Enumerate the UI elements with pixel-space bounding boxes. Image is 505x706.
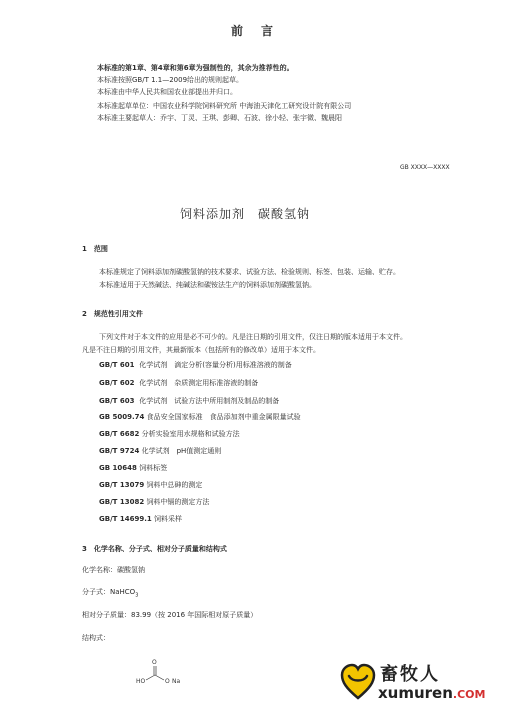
bond-line [146, 675, 155, 680]
ref-code: GB/T 9724 [99, 447, 140, 455]
chemical-name: 化学名称：碳酸氢钠 [82, 566, 145, 574]
ref-item [99, 413, 301, 422]
ref-item [99, 447, 221, 456]
preface-title: 前 言 [231, 24, 277, 38]
ref-title: 化学试剂 滴定分析(容量分析)用标准溶液的制备 [139, 361, 292, 369]
ref-item [99, 464, 167, 473]
formula-subscript: 3 [135, 592, 139, 599]
watermark-logo [340, 660, 500, 706]
ref-title: 化学试剂 杂质测定用标准溶液的制备 [139, 379, 259, 387]
ref-code: GB/T 601 [99, 361, 135, 369]
section-2-intro-2: 凡是不注日期的引用文件，其最新版本（包括所有的修改单）适用于本文件。 [82, 346, 320, 354]
ref-code: GB/T 13079 [99, 481, 145, 489]
section-1-line-1: 本标准规定了饲料添加剂碳酸氢钠的技术要求、试验方法、检验规则、标签、包装、运输、贮存。 [99, 268, 400, 276]
molecular-formula [82, 588, 138, 600]
ref-item [99, 361, 292, 370]
logo-english-text [378, 684, 485, 702]
ref-item [99, 430, 240, 439]
structure-hydroxyl: HO [136, 678, 146, 685]
formula-label: 分子式： [82, 588, 110, 596]
ref-title: 食品安全国家标准 食品添加剂中重金属限量试验 [146, 413, 301, 421]
ref-item [99, 397, 279, 406]
ref-code: GB/T 6682 [99, 430, 140, 438]
structural-formula-diagram [128, 655, 198, 695]
structure-oxygen-top: O [152, 659, 157, 666]
logo-domain: xumuren [378, 684, 453, 702]
preface-line-1: 本标准的第1章、第4章和第6章为强制性的，其余为推荐性的。 [97, 64, 294, 72]
ref-title: 饲料标签 [139, 464, 168, 472]
section-1-heading: 1 范围 [82, 245, 108, 253]
ref-code: GB/T 602 [99, 379, 135, 387]
ref-title: 饲料中总砷的测定 [146, 481, 203, 489]
preface-line-2: 本标准按照GB/T 1.1—2009给出的规则起草。 [97, 76, 244, 84]
logo-chinese-text: 畜牧人 [380, 664, 440, 685]
preface-line-4: 本标准起草单位：中国农业科学院饲料研究所 中海油天津化工研究设计院有限公司 [97, 102, 352, 110]
ref-item [99, 481, 202, 490]
ref-code: GB/T 13082 [99, 498, 145, 506]
ref-title: 化学试剂 试验方法中所用制剂及制品的制备 [139, 397, 280, 405]
ref-title: 饲料中镉的测定方法 [146, 498, 210, 506]
document-title: 饲料添加剂 碳酸氢钠 [180, 207, 311, 221]
logo-heart-icon [340, 662, 376, 702]
ref-code: GB 10648 [99, 464, 137, 472]
ref-item [99, 498, 209, 507]
ref-item [99, 379, 258, 388]
section-2-intro-1: 下列文件对于本文件的应用是必不可少的。凡是注日期的引用文件，仅注日期的版本适用于本文件。 [99, 333, 407, 341]
structure-label: 结构式： [82, 634, 110, 642]
preface-line-3: 本标准由中华人民共和国农业部提出并归口。 [97, 88, 237, 96]
logo-tld: .COM [452, 688, 486, 701]
ref-title: 化学试剂 pH值测定通则 [141, 447, 222, 455]
structure-oxygen-right: O [165, 678, 170, 685]
molecular-mass: 相对分子质量：83.99（按 2016 年国际相对原子质量） [82, 611, 258, 619]
section-1-line-2: 本标准适用于天然碱法、纯碱法和碳铵法生产的饲料添加剂碳酸氢钠。 [99, 281, 316, 289]
ref-code: GB/T 14699.1 [99, 515, 152, 523]
bond-line [155, 675, 164, 680]
ref-code: GB/T 603 [99, 397, 135, 405]
ref-code: GB 5009.74 [99, 413, 145, 421]
section-3-heading: 3 化学名称、分子式、相对分子质量和结构式 [82, 545, 227, 553]
formula-value: NaHCO [110, 588, 136, 596]
preface-line-5: 本标准主要起草人：乔宇、丁灵、王琪、彭卿、石波、徐小轻、张宇微、魏晨阳 [97, 114, 342, 122]
ref-title: 饲料采样 [153, 515, 182, 523]
ref-title: 分析实验室用水规格和试验方法 [141, 430, 240, 438]
structure-sodium: Na [172, 678, 181, 685]
section-2-heading: 2 规范性引用文件 [82, 310, 143, 318]
ref-item [99, 515, 182, 524]
standard-number: GB XXXX—XXXX [400, 164, 450, 171]
